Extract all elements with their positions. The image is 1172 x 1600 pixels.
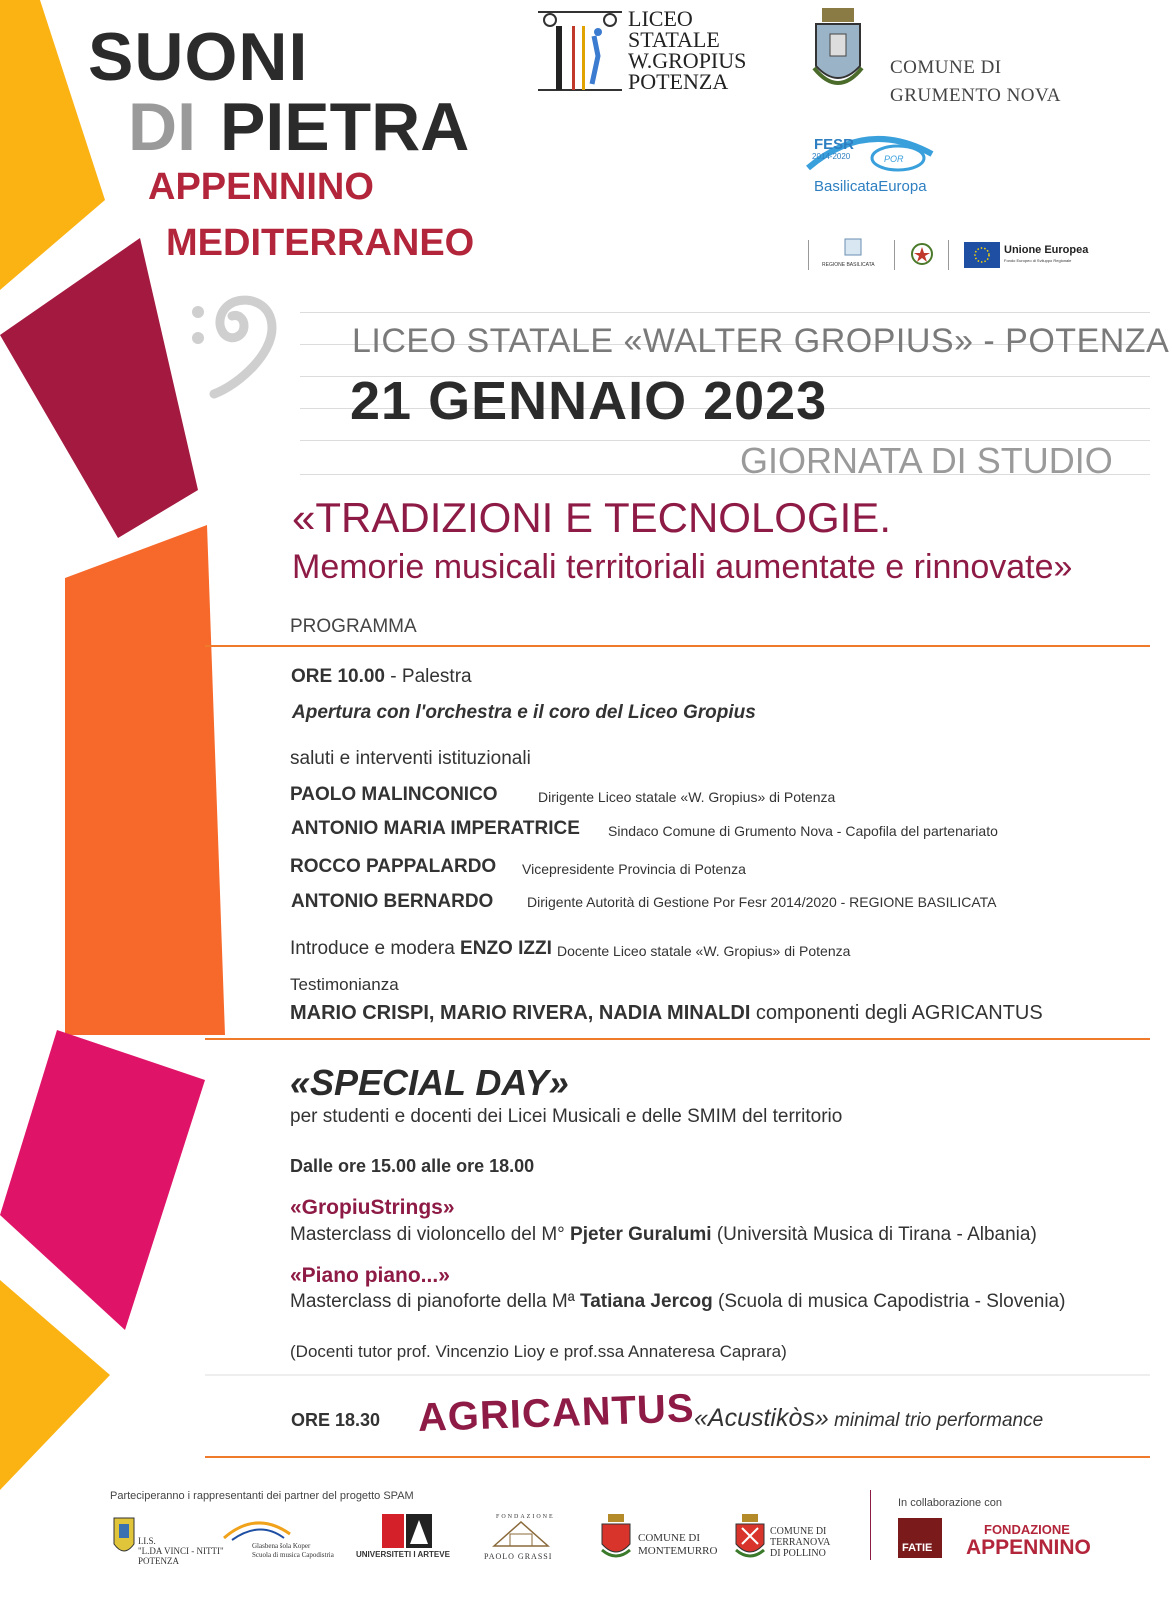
- masterclass-title: «Piano piano...»: [290, 1264, 450, 1287]
- partners-note: Parteciperanno i rappresentanti dei partner del progetto SPAM: [110, 1490, 414, 1502]
- masterclass-title: «GropiuStrings»: [290, 1196, 455, 1219]
- partner-logo-text: COMUNE DI MONTEMURRO: [638, 1532, 718, 1557]
- comune-grumento-text: COMUNE DI GRUMENTO NOVA: [890, 57, 1062, 106]
- evening-time: ORE 18.30: [291, 1410, 381, 1430]
- grumento-nova-crest-icon: [810, 6, 866, 98]
- saluti-heading: saluti e interventi istituzionali: [290, 748, 531, 769]
- italian-republic-emblem-icon: [910, 242, 934, 266]
- event-subtitle: Memorie musicali territoriali aumentate e rinnovate»: [292, 548, 1073, 586]
- partner-logo-text: I.I.S. "L.DA VINCI - NITTI" POTENZA: [138, 1536, 224, 1566]
- iis-da-vinci-nitti-logo-icon: [112, 1516, 136, 1560]
- appennino-label: APPENNINO: [966, 1536, 1091, 1559]
- event-title: «TRADIZIONI E TECNOLOGIE.: [292, 494, 891, 541]
- partner-logo-text: Glasbena šola Koper Scuola di musica Capodistria: [252, 1542, 334, 1559]
- title-suoni: SUONI: [88, 19, 309, 95]
- speaker-role: Dirigente Liceo statale «W. Gropius» di Potenza: [538, 789, 836, 805]
- speaker-role: Dirigente Autorità di Gestione Por Fesr 2014/2020 - REGIONE BASILICATA: [527, 894, 997, 910]
- band-name: AGRICANTUS: [417, 1386, 696, 1440]
- masterclass-detail: Masterclass di pianoforte della Mª Tatiana Jercog (Scuola di musica Capodistria - Slovenia): [290, 1291, 1066, 1312]
- speaker-name: ANTONIO MARIA IMPERATRICE: [291, 818, 580, 839]
- montemurro-crest-icon: [600, 1514, 632, 1560]
- fondazione-label: FONDAZIONE: [984, 1522, 1070, 1537]
- band-magenta: [0, 1030, 205, 1330]
- partner-logo-text: FONDAZIONE: [496, 1514, 555, 1520]
- partner-logo-text: COMUNE DI TERRANOVA DI POLLINO: [770, 1526, 831, 1559]
- bass-clef-icon: [180, 294, 290, 414]
- special-day-title: «SPECIAL DAY»: [290, 1062, 569, 1103]
- collaboration-note: In collaborazione con: [898, 1497, 1002, 1509]
- opening-act: Apertura con l'orchestra e il coro del Liceo Gropius: [292, 702, 756, 723]
- institutional-logos-strip: REGIONE BASILICATA Unione Europea Fondo Europeo di Sviluppo Regionale: [808, 238, 1108, 272]
- moderator-line: Introduce e modera ENZO IZZI: [290, 938, 552, 959]
- programma-heading: PROGRAMMA: [290, 616, 417, 637]
- divider-line: [205, 1456, 1150, 1458]
- glasbena-sola-koper-logo-icon: [222, 1516, 292, 1544]
- morning-time-line: ORE 10.00 - Palestra: [291, 666, 472, 687]
- speaker-role: Sindaco Comune di Grumento Nova - Capofila del partenariato: [608, 823, 998, 839]
- event-date: 21 GENNAIO 2023: [350, 371, 828, 431]
- band-orange: [65, 525, 225, 1035]
- partner-logo-text: UNIVERSITETI I ARTEVE: [356, 1550, 450, 1559]
- regione-basilicata-icon: [844, 238, 862, 256]
- speaker-role: Vicepresidente Provincia di Potenza: [522, 861, 746, 877]
- speaker-name: PAOLO MALINCONICO: [290, 784, 498, 805]
- speaker-name: ROCCO PAPPALARDO: [290, 856, 497, 877]
- moderator-role: Docente Liceo statale «W. Gropius» di Potenza: [557, 943, 851, 959]
- event-type: GIORNATA DI STUDIO: [740, 440, 1113, 481]
- performance-line: «Acustikòs» minimal trio performance: [694, 1404, 1044, 1432]
- eu-flag-icon: [964, 242, 1000, 268]
- subtitle-appennino: APPENNINO: [148, 166, 374, 208]
- fesr-basilicata-logo: FESR 2014-2020 POR BasilicataEuropa: [806, 128, 938, 200]
- divider-line: [205, 645, 1150, 647]
- fatie-logo: FATIE: [898, 1518, 942, 1558]
- staff-line: [300, 312, 1150, 313]
- witness-line: MARIO CRISPI, MARIO RIVERA, NADIA MINALDI componenti degli AGRICANTUS: [290, 1002, 1043, 1024]
- band-yellow-bottom: [0, 1280, 110, 1490]
- terranova-di-pollino-crest-icon: [734, 1514, 766, 1560]
- special-day-time: Dalle ore 15.00 alle ore 18.00: [290, 1156, 535, 1176]
- band-plum: [0, 238, 198, 538]
- title-pietra: PIETRA: [220, 89, 470, 165]
- speaker-name: ANTONIO BERNARDO: [291, 891, 494, 912]
- title-di: DI: [128, 89, 196, 165]
- tutors-note: (Docenti tutor prof. Vincenzio Lioy e prof.ssa Annateresa Caprara): [290, 1342, 787, 1361]
- divider-line: [205, 1374, 1150, 1376]
- divider-line: [205, 1038, 1150, 1040]
- testimonianza-heading: Testimonianza: [290, 975, 399, 994]
- footer-divider: [870, 1490, 871, 1560]
- masterclass-detail: Masterclass di violoncello del M° Pjeter Guralumi (Università Musica di Tirana - Albania): [290, 1224, 1037, 1245]
- special-day-subtitle: per studenti e docenti dei Licei Musicali e delle SMIM del territorio: [290, 1106, 843, 1127]
- liceo-logo-text: LICEO STATALE W.GROPIUS POTENZA: [628, 6, 747, 94]
- event-venue: LICEO STATALE «WALTER GROPIUS» - POTENZA: [352, 322, 1170, 360]
- subtitle-mediterraneo: MEDITERRANEO: [166, 222, 475, 264]
- partner-logo-text: PAOLO GRASSI: [484, 1552, 553, 1561]
- universiteti-i-arteve-logo-icon: [382, 1514, 432, 1548]
